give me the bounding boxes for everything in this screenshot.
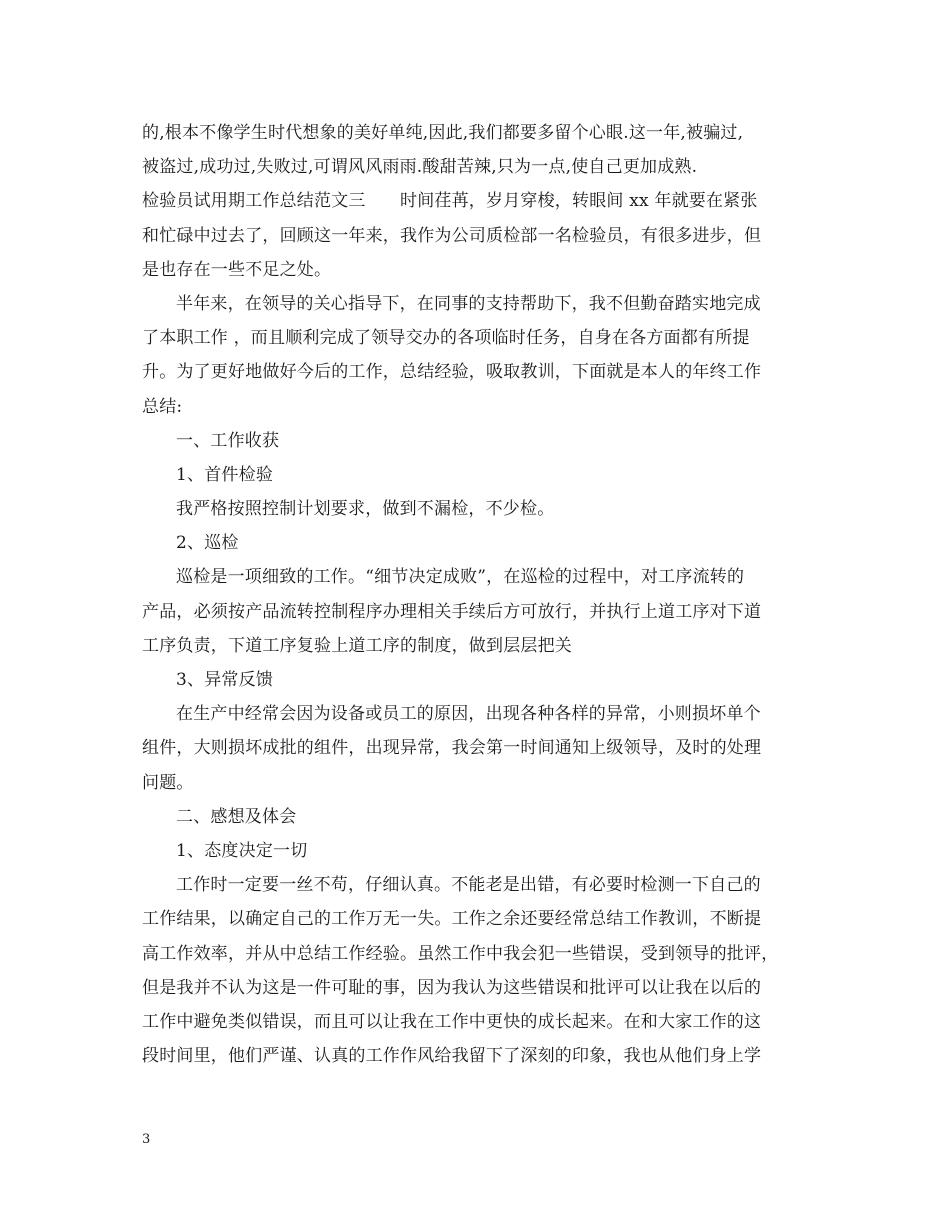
text-line: 产品，必须按产品流转控制程序办理相关手续后方可放行，并执行上道工序对下道 xyxy=(142,601,762,622)
text-line: 检验员试用期工作总结范文三 时间荏苒，岁月穿梭，转眼间 xx 年就要在紧张 xyxy=(142,191,758,212)
text-line: 和忙碌中过去了，回顾这一年来，我作为公司质检部一名检验员，有很多进步，但 xyxy=(142,225,762,246)
text-line: 1、首件检验 xyxy=(176,464,274,485)
text-line: 工作中避免类似错误，而且可以让我在工作中更快的成长起来。在和大家工作的这 xyxy=(142,1011,762,1032)
text-line: 被盗过,成功过,失败过,可谓风风雨雨.酸甜苦辣,只为一点,使自己更加成熟. xyxy=(142,157,698,178)
text-line: 了本职工作 ，而且顺利完成了领导交办的各项临时任务，自身在各方面都有所提 xyxy=(142,328,750,349)
text-line: 但是我并不认为这是一件可耻的事，因为我认为这些错误和批评可以让我在以后的 xyxy=(142,977,762,998)
text-line: 组件，大则损坏成批的组件，出现异常，我会第一时间通知上级领导，及时的处理 xyxy=(142,738,762,759)
text-line: 2、巡检 xyxy=(176,533,239,554)
text-line: 总结: xyxy=(142,396,183,417)
text-line: 工作时一定要一丝不苟，仔细认真。不能老是出错，有必要时检测一下自己的 xyxy=(176,875,761,896)
text-line: 1、态度决定一切 xyxy=(176,840,308,861)
page-number: 3 xyxy=(142,1132,151,1147)
text-line: 二、感想及体会 xyxy=(176,806,297,827)
text-line: 的,根本不像学生时代想象的美好单纯,因此,我们都要多留个心眼.这一年,被骗过, xyxy=(142,123,744,143)
text-line: 我严格按照控制计划要求，做到不漏检，不少检。 xyxy=(176,499,555,520)
text-line: 一、工作收获 xyxy=(176,430,280,451)
text-line: 工序负责，下道工序复验上道工序的制度，做到层层把关 xyxy=(142,635,572,656)
text-line: 在生产中经常会因为设备或员工的原因，出现各种各样的异常，小则损坏单个 xyxy=(176,704,761,725)
text-line: 工作结果，以确定自己的工作万无一失。工作之余还要经常总结工作教训，不断提 xyxy=(142,909,762,930)
text-line: 问题。 xyxy=(142,772,194,793)
text-line: 高工作效率，并从中总结工作经验。虽然工作中我会犯一些错误，受到领导的批评， xyxy=(142,943,779,964)
document-body xyxy=(142,116,814,1073)
text-line: 3、异常反馈 xyxy=(176,670,274,690)
text-line: 半年来，在领导的关心指导下，在同事的支持帮助下，我不但勤奋踏实地完成 xyxy=(176,293,761,314)
text-line: 巡检是一项细致的工作。“细节决定成败”，在巡检的过程中，对工序流转的 xyxy=(176,567,745,588)
text-line: 段时间里，他们严谨、认真的工作作风给我留下了深刻的印象，我也从他们身上学 xyxy=(142,1046,762,1067)
text-line: 是也存在一些不足之处。 xyxy=(142,259,332,280)
text-line: 升。为了更好地做好今后的工作，总结经验，吸取教训，下面就是本人的年终工作 xyxy=(142,362,762,383)
